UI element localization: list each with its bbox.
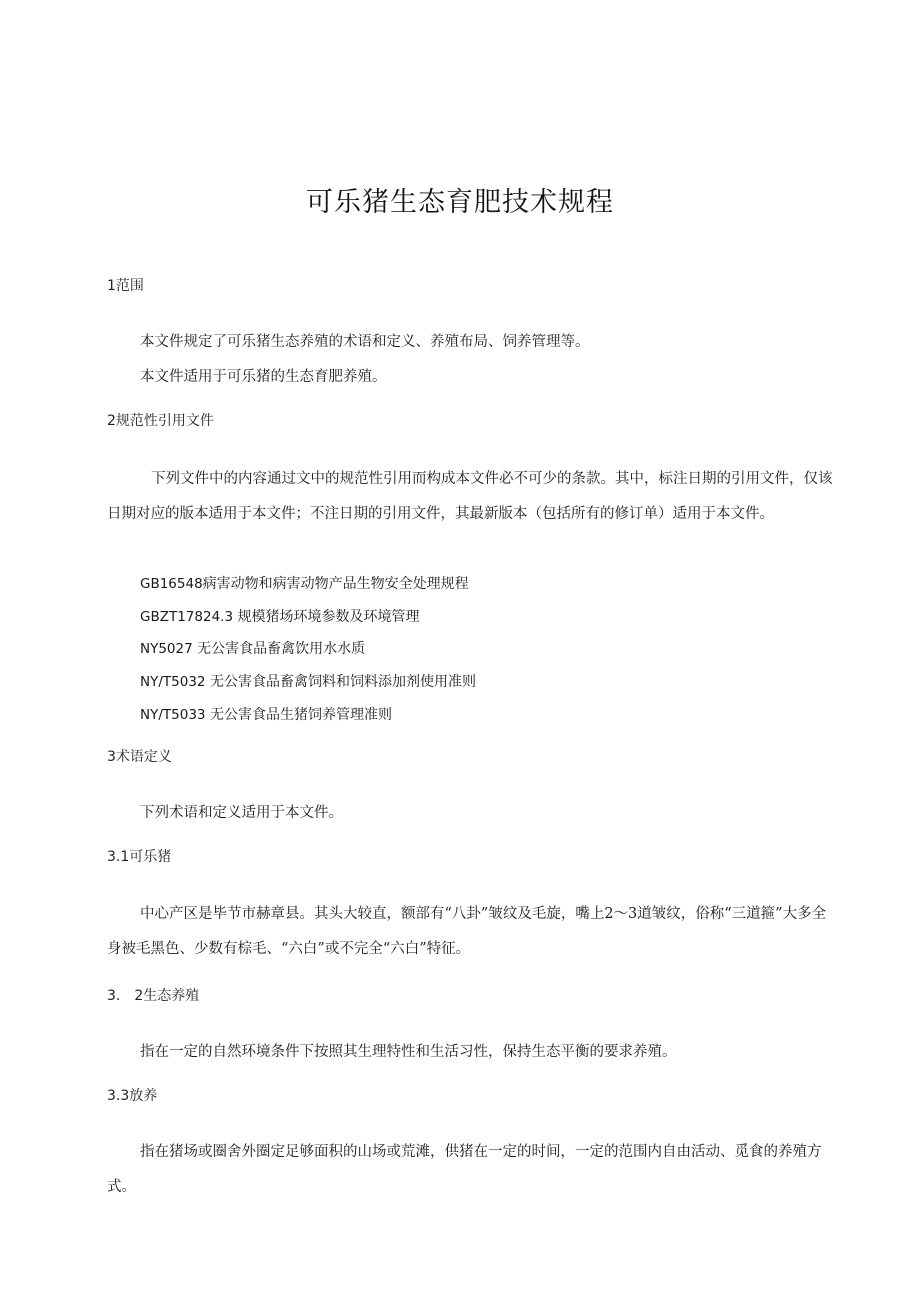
reference-item xyxy=(140,606,420,626)
subsection-heading-ecological-breeding: 3. 2生态养殖 xyxy=(107,988,200,1004)
reference-title: 病害动物和病害动物产品生物安全处理规程 xyxy=(202,576,469,592)
paragraph-kele-pig: 中心产区是毕节市赫章县。其头大较直，额部有“八卦”皱纹及毛旋，嘴上2～3道皱纹，俗称“三道箍”大多全身被毛黑色、少数有棕毛、“六白”或不完全“六白”特征。 xyxy=(107,906,827,957)
reference-title: 无公害食品畜禽饲料和饲料添加剂使用准则 xyxy=(209,674,476,690)
section-heading-terms: 3术语定义 xyxy=(107,749,172,765)
reference-item xyxy=(140,704,392,724)
reference-item xyxy=(140,671,476,691)
paragraph-ecological-breeding: 指在一定的自然环境条件下按照其生理特性和生活习性，保持生态平衡的要求养殖。 xyxy=(140,1044,677,1060)
document-title: 可乐猪生态育肥技术规程 xyxy=(306,187,614,218)
paragraph-scope-2: 本文件适用于可乐猪的生态育肥养殖。 xyxy=(140,369,387,385)
paragraph-scope-1: 本文件规定了可乐猪生态养殖的术语和定义、养殖布局、饲养管理等。 xyxy=(140,334,590,350)
reference-title: 规模猪场环境参数及环境管理 xyxy=(237,609,420,625)
reference-code: NY5027 xyxy=(140,641,193,657)
section-heading-normative-references: 2规范性引用文件 xyxy=(107,413,214,429)
reference-code: GBZT17824.3 xyxy=(140,609,234,625)
paragraph-free-range: 指在猪场或圈舍外圈定足够面积的山场或荒滩，供猪在一定的时间，一定的范围内自由活动、觅食的养殖方式。 xyxy=(107,1144,822,1195)
reference-code: GB16548 xyxy=(140,576,203,592)
section-heading-scope: 1范围 xyxy=(107,278,144,294)
paragraph-terms-intro: 下列术语和定义适用于本文件。 xyxy=(140,805,343,821)
subsection-heading-free-range: 3.3放养 xyxy=(107,1088,158,1104)
reference-item xyxy=(140,573,469,593)
reference-item xyxy=(140,638,365,658)
subsection-heading-kele-pig: 3.1可乐猪 xyxy=(107,849,172,865)
reference-title: 无公害食品生猪饲养管理准则 xyxy=(209,707,392,723)
reference-code: NY/T5032 xyxy=(140,674,206,690)
reference-code: NY/T5033 xyxy=(140,707,206,723)
reference-title: 无公害食品畜禽饮用水水质 xyxy=(197,641,366,657)
paragraph-references-intro: 下列文件中的内容通过文中的规范性引用而构成本文件必不可少的条款。其中，标注日期的引用文件，仅该日期对应的版本适用于本文件；不注日期的引用文件，其最新版本（包括所有的修订单）适用于本文件。 xyxy=(107,471,833,522)
